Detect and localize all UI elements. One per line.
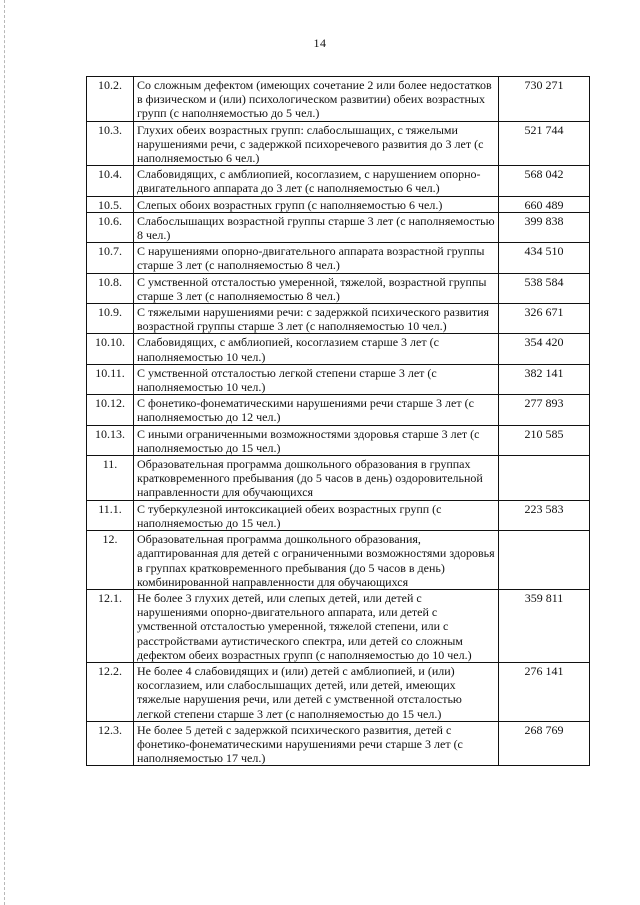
row-value: 354 420 <box>499 334 590 364</box>
row-value: 223 583 <box>499 500 590 530</box>
row-value: 730 271 <box>499 77 590 122</box>
row-description: Слабовидящих, с амблиопией, косоглазием, с нарушением опорно-двигательного аппарата до 3 лет (с наполняемостью 6 чел.) <box>134 166 499 196</box>
row-value: 359 811 <box>499 589 590 662</box>
row-description: Не более 4 слабовидящих и (или) детей с амблиопией, и (или) косоглазием, или слабослышащих детей, или детей, имеющих тяжелые нарушения речи, или детей с умственной отсталостью легкой степени старше 3 лет (с наполняемостью до 15 чел.) <box>134 662 499 721</box>
row-description: С нарушениями опорно-двигательного аппарата возрастной группы старше 3 лет (с наполняемостью 8 чел.) <box>134 243 499 273</box>
row-value: 538 584 <box>499 273 590 303</box>
table-row <box>87 662 590 721</box>
row-value: 399 838 <box>499 212 590 242</box>
row-number: 12.3. <box>87 721 134 766</box>
row-description: С тяжелыми нарушениями речи: с задержкой психического развития возрастной группы старше 3 лет (с наполняемостью 10 чел.) <box>134 304 499 334</box>
table-row <box>87 721 590 766</box>
row-value: 660 489 <box>499 196 590 212</box>
row-value: 276 141 <box>499 662 590 721</box>
row-number: 10.3. <box>87 121 134 166</box>
row-number: 10.13. <box>87 425 134 455</box>
page-number: 14 <box>313 36 327 50</box>
row-description: С умственной отсталостью легкой степени старше 3 лет (с наполняемостью 10 чел.) <box>134 364 499 394</box>
table-row <box>87 500 590 530</box>
tariff-table <box>86 76 590 766</box>
table-row <box>87 212 590 242</box>
row-value: 326 671 <box>499 304 590 334</box>
row-value: 277 893 <box>499 395 590 425</box>
table-row <box>87 243 590 273</box>
section-row <box>87 456 590 501</box>
row-number: 10.5. <box>87 196 134 212</box>
row-description: С умственной отсталостью умеренной, тяжелой, возрастной группы старше 3 лет (с наполняемостью 8 чел.) <box>134 273 499 303</box>
row-number: 10.4. <box>87 166 134 196</box>
row-value <box>499 531 590 590</box>
row-description: С туберкулезной интоксикацией обеих возрастных групп (с наполняемостью до 15 чел.) <box>134 500 499 530</box>
row-description: Слабовидящих, с амблиопией, косоглазием старше 3 лет (с наполняемостью 10 чел.) <box>134 334 499 364</box>
row-number: 11.1. <box>87 500 134 530</box>
table-row <box>87 395 590 425</box>
table-row <box>87 425 590 455</box>
row-number: 10.6. <box>87 212 134 242</box>
row-description: Не более 5 детей с задержкой психического развития, детей с фонетико-фонематическими нарушениями речи старше 3 лет (с наполняемостью 17 чел.) <box>134 721 499 766</box>
row-number: 10.12. <box>87 395 134 425</box>
row-value: 268 769 <box>499 721 590 766</box>
row-description: Слабослышащих возрастной группы старше 3 лет (с наполняемостью 8 чел.) <box>134 212 499 242</box>
row-number: 12.2. <box>87 662 134 721</box>
row-description: Глухих обеих возрастных групп: слабослышащих, с тяжелыми нарушениями речи, с задержкой психоречевого развития до 3 лет (с наполняемостью 6 чел.) <box>134 121 499 166</box>
tariff-table-body <box>87 77 590 766</box>
row-description: Слепых обоих возрастных групп (с наполняемостью 6 чел.) <box>134 196 499 212</box>
table-row <box>87 273 590 303</box>
table-row <box>87 166 590 196</box>
row-description: С фонетико-фонематическими нарушениями речи старше 3 лет (с наполняемостью до 12 чел.) <box>134 395 499 425</box>
section-row <box>87 531 590 590</box>
section-number: 11. <box>87 456 134 501</box>
row-value: 568 042 <box>499 166 590 196</box>
row-description: Не более 3 глухих детей, или слепых детей, или детей с нарушениями опорно-двигательного аппарата, или детей с умственной отсталостью умеренной, тяжелой степени, или с расстройствами аутистического спектра, или детей со сложным дефектом обеих возрастных групп (с наполняемостью до 10 чел.) <box>134 589 499 662</box>
row-value: 434 510 <box>499 243 590 273</box>
row-value: 210 585 <box>499 425 590 455</box>
row-number: 10.11. <box>87 364 134 394</box>
row-description: Со сложным дефектом (имеющих сочетание 2 или более недостатков в физическом и (или) психологическом развитии) обеих возрастных групп (с наполняемостью до 5 чел.) <box>134 77 499 122</box>
row-value <box>499 456 590 501</box>
row-description: С иными ограниченными возможностями здоровья старше 3 лет (с наполняемостью до 15 чел.) <box>134 425 499 455</box>
section-number: 12. <box>87 531 134 590</box>
section-description: Образовательная программа дошкольного образования, адаптированная для детей с ограниченными возможностями здоровья в группах кратковременного пребывания (до 5 часов в день) комбинированной направленности для обучающихся <box>134 531 499 590</box>
table-row <box>87 121 590 166</box>
row-value: 521 744 <box>499 121 590 166</box>
scan-edge-line <box>4 0 6 905</box>
table-row <box>87 364 590 394</box>
section-description: Образовательная программа дошкольного образования в группах кратковременного пребывания (до 5 часов в день) оздоровительной направленности для обучающихся <box>134 456 499 501</box>
row-value: 382 141 <box>499 364 590 394</box>
table-row <box>87 196 590 212</box>
table-row <box>87 589 590 662</box>
row-number: 10.7. <box>87 243 134 273</box>
table-row <box>87 334 590 364</box>
row-number: 12.1. <box>87 589 134 662</box>
row-number: 10.2. <box>87 77 134 122</box>
table-row <box>87 304 590 334</box>
row-number: 10.8. <box>87 273 134 303</box>
table-row <box>87 77 590 122</box>
row-number: 10.10. <box>87 334 134 364</box>
row-number: 10.9. <box>87 304 134 334</box>
